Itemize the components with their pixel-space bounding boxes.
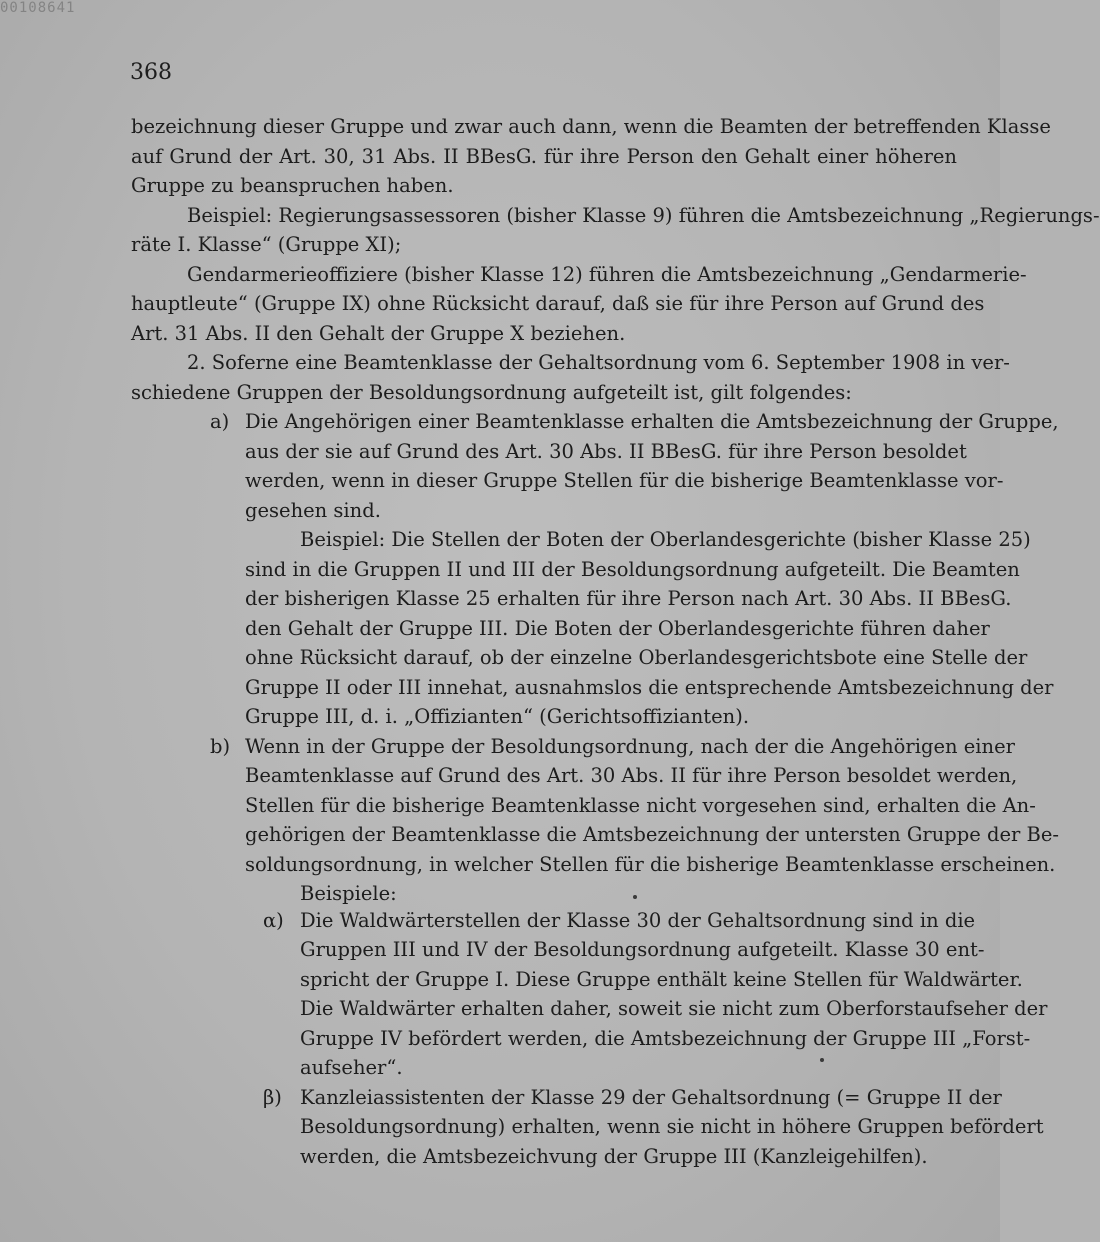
- text-line: werden, die Amtsbezeichvung der Gruppe III (Kanzleigehilfen).: [300, 1145, 928, 1168]
- text-line: Art. 31 Abs. II den Gehalt der Gruppe X beziehen.: [131, 322, 626, 345]
- text-line: Beispiel: Regierungsassessoren (bisher Klasse 9) führen die Amtsbezeichnung „Regierungs-: [187, 204, 1100, 227]
- text-line: Beispiel: Die Stellen der Boten der Oberlandesgerichte (bisher Klasse 25): [300, 528, 1031, 551]
- text-line: Die Waldwärterstellen der Klasse 30 der Gehaltsordnung sind in die: [300, 909, 976, 932]
- text-line: Gendarmerieoffiziere (bisher Klasse 12) führen die Amtsbezeichnung „Gendarmerie-: [187, 263, 1027, 286]
- text-line: Gruppen III und IV der Besoldungsordnung aufgeteilt. Klasse 30 ent-: [300, 938, 985, 961]
- ink-speck: [820, 1058, 824, 1062]
- text-line: räte I. Klasse“ (Gruppe XI);: [131, 233, 402, 256]
- text-line: hauptleute“ (Gruppe IX) ohne Rücksicht darauf, daß sie für ihre Person auf Grund des: [131, 292, 985, 315]
- page-number: 368: [130, 60, 172, 85]
- text-line: schiedene Gruppen der Besoldungsordnung aufgeteilt ist, gilt folgendes:: [131, 381, 852, 404]
- text-line: Die Angehörigen einer Beamtenklasse erhalten die Amtsbezeichnung der Gruppe,: [245, 410, 1059, 433]
- list-marker-a: a): [210, 410, 230, 433]
- text-line: auf Grund der Art. 30, 31 Abs. II BBesG. für ihre Person den Gehalt einer höheren: [131, 145, 957, 168]
- list-marker-beta: β): [263, 1086, 282, 1109]
- text-line: Gruppe III, d. i. „Offizianten“ (Gerichtsoffizianten).: [245, 705, 750, 728]
- text-line: Besoldungsordnung) erhalten, wenn sie nicht in höhere Gruppen befördert: [300, 1115, 1044, 1138]
- text-line: aus der sie auf Grund des Art. 30 Abs. II BBesG. für ihre Person besoldet: [245, 440, 967, 463]
- text-line: Die Waldwärter erhalten daher, soweit sie nicht zum Oberforstaufseher der: [300, 997, 1048, 1020]
- ink-speck: [633, 895, 637, 899]
- text-line: aufseher“.: [300, 1056, 403, 1079]
- text-line: Beamtenklasse auf Grund des Art. 30 Abs. II für ihre Person besoldet werden,: [245, 764, 1018, 787]
- text-line: den Gehalt der Gruppe III. Die Boten der Oberlandesgerichte führen daher: [245, 617, 990, 640]
- text-line: soldungsordnung, in welcher Stellen für die bisherige Beamtenklasse erscheinen.: [245, 853, 1056, 876]
- text-line: gesehen sind.: [245, 499, 381, 522]
- text-line: 2. Soferne eine Beamtenklasse der Gehaltsordnung vom 6. September 1908 in ver-: [187, 351, 1010, 374]
- text-line: spricht der Gruppe I. Diese Gruppe enthält keine Stellen für Waldwärter.: [300, 968, 1023, 991]
- text-line: der bisherigen Klasse 25 erhalten für ihre Person nach Art. 30 Abs. II BBesG.: [245, 587, 1012, 610]
- text-line: Gruppe zu beanspruchen haben.: [131, 174, 454, 197]
- archive-stamp: 00108641: [0, 0, 76, 16]
- text-line: Stellen für die bisherige Beamtenklasse nicht vorgesehen sind, erhalten die An-: [245, 794, 1036, 817]
- list-marker-alpha: α): [263, 909, 284, 932]
- text-line: gehörigen der Beamtenklasse die Amtsbezeichnung der untersten Gruppe der Be-: [245, 823, 1060, 846]
- text-line: Gruppe II oder III innehat, ausnahmslos die entsprechende Amtsbezeichnung der: [245, 676, 1054, 699]
- text-line: bezeichnung dieser Gruppe und zwar auch dann, wenn die Beamten der betreffenden Klasse: [131, 115, 1051, 138]
- list-marker-b: b): [210, 735, 231, 758]
- text-line: Kanzleiassistenten der Klasse 29 der Gehaltsordnung (= Gruppe II der: [300, 1086, 1002, 1109]
- text-line: Wenn in der Gruppe der Besoldungsordnung, nach der die Angehörigen einer: [245, 735, 1015, 758]
- text-line: Beispiele:: [300, 882, 397, 905]
- text-line: ohne Rücksicht darauf, ob der einzelne Oberlandesgerichtsbote eine Stelle der: [245, 646, 1028, 669]
- text-line: sind in die Gruppen II und III der Besoldungsordnung aufgeteilt. Die Beamten: [245, 558, 1020, 581]
- text-line: Gruppe IV befördert werden, die Amtsbezeichnung der Gruppe III „Forst-: [300, 1027, 1031, 1050]
- text-line: werden, wenn in dieser Gruppe Stellen für die bisherige Beamtenklasse vor-: [245, 469, 1004, 492]
